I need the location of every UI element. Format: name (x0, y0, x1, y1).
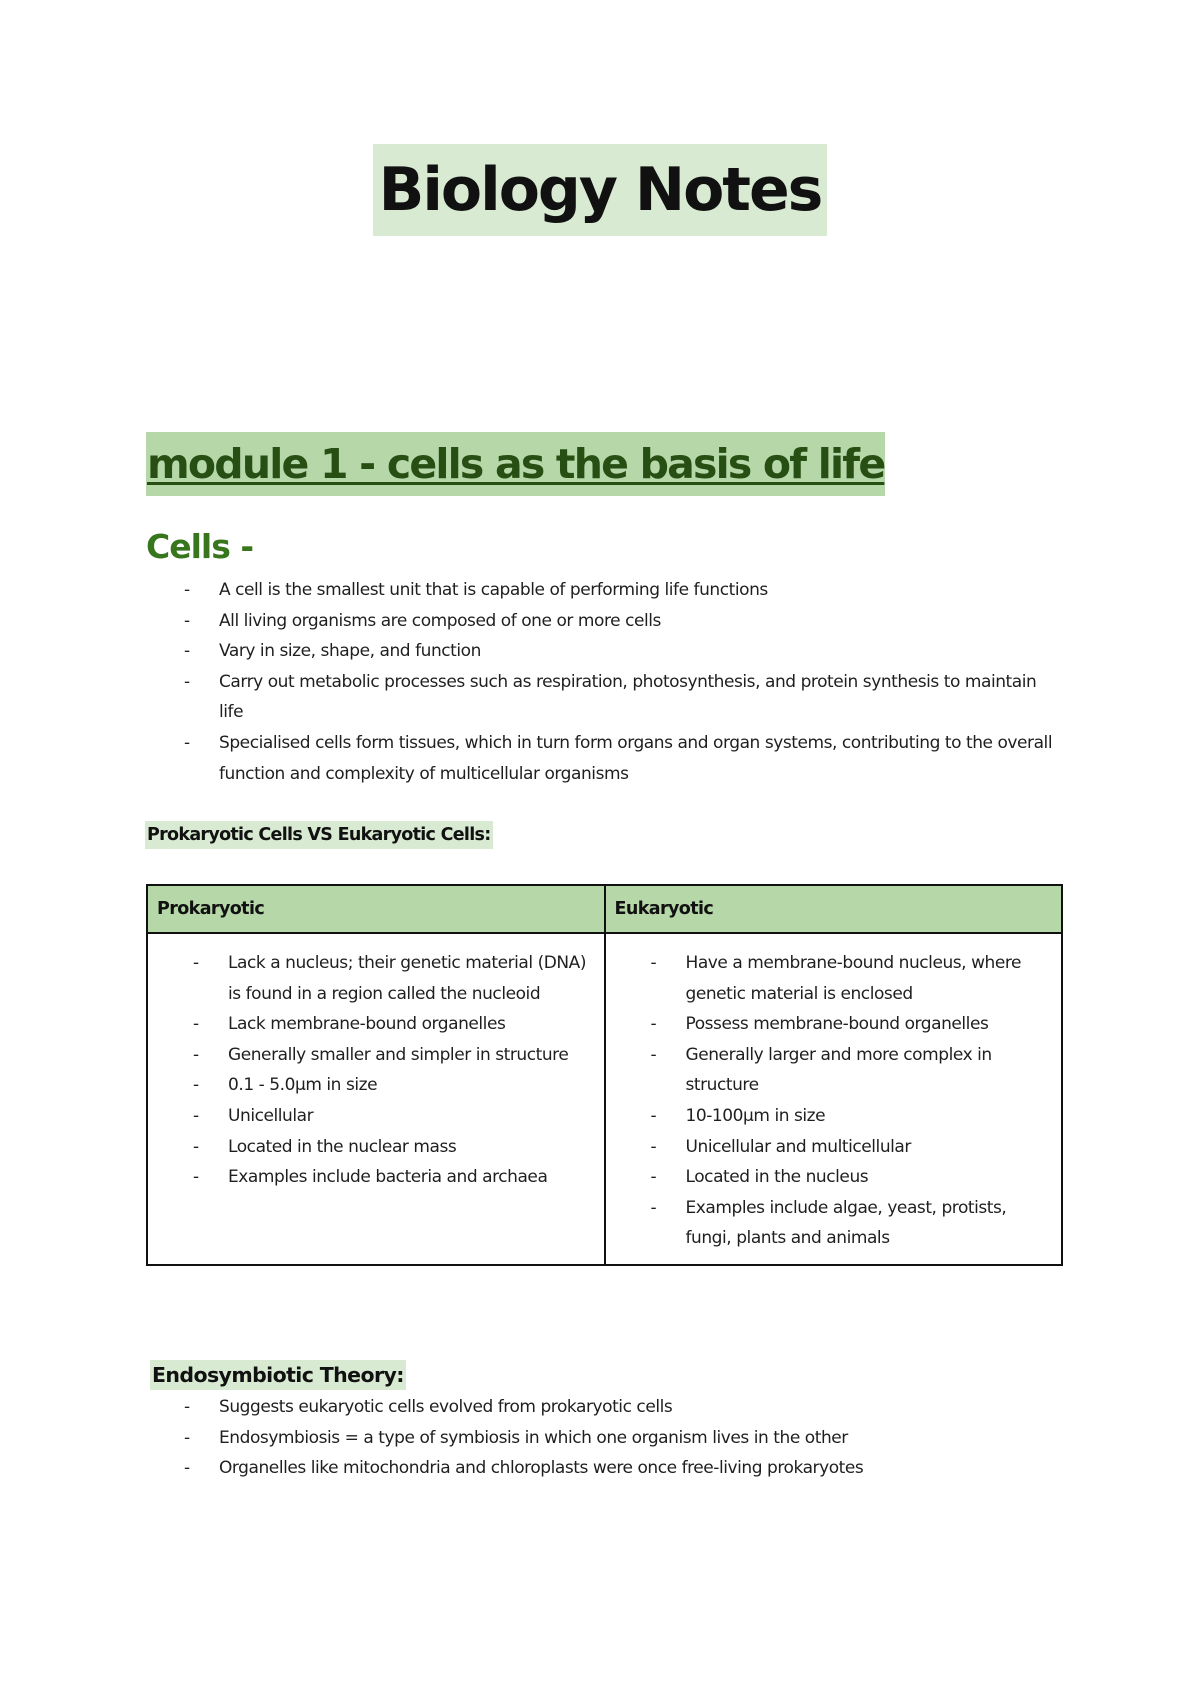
list-item-text: Generally larger and more complex in structure (685, 1044, 992, 1096)
bullet-dash: - (650, 1167, 657, 1188)
list-item-text: 0.1 - 5.0μm in size (228, 1075, 378, 1096)
list-item-text: Located in the nucleus (685, 1167, 869, 1188)
list-item-text: Unicellular and multicellular (685, 1136, 911, 1157)
list-item (651, 1193, 1054, 1254)
cells-heading: Cells - (146, 527, 254, 566)
list-item-text: Vary in size, shape, and function (219, 641, 481, 662)
list-item (184, 667, 1054, 728)
bullet-dash: - (193, 1105, 199, 1126)
bullet-dash: - (650, 953, 657, 973)
list-item (193, 1132, 596, 1163)
eukaryotic-cell (605, 933, 1063, 1265)
list-item (184, 1453, 1064, 1484)
prokaryotic-cell (147, 933, 605, 1265)
bullet-dash: - (193, 1075, 199, 1096)
table-header-row (147, 885, 1062, 933)
list-item (651, 1101, 1054, 1132)
list-item (193, 1162, 596, 1193)
bullet-dash: - (184, 610, 190, 631)
cells-bullet-list (184, 575, 1054, 789)
bullet-dash: - (184, 671, 190, 692)
list-item-text: Possess membrane-bound organelles (685, 1014, 989, 1035)
list-item-text: Unicellular (228, 1105, 314, 1126)
comparison-table (146, 884, 1063, 1266)
list-item (651, 1009, 1054, 1040)
list-item (651, 1040, 1054, 1101)
eukaryotic-bullet-list (651, 948, 1054, 1254)
bullet-dash: - (184, 1427, 190, 1448)
list-item-text: Examples include bacteria and archaea (228, 1167, 548, 1188)
bullet-dash: - (193, 1014, 199, 1035)
list-item-text: Lack a nucleus; their genetic material (DNA) is found in a region called the nucleoid (228, 953, 587, 1004)
bullet-dash: - (193, 1167, 199, 1188)
bullet-dash: - (650, 1136, 657, 1157)
bullet-dash: - (650, 1105, 657, 1126)
list-item-text: A cell is the smallest unit that is capable of performing life functions (219, 580, 768, 600)
list-item-text: All living organisms are composed of one or more cells (219, 610, 661, 631)
table-row (147, 933, 1062, 1265)
list-item (651, 1132, 1054, 1163)
list-item (184, 1392, 1064, 1423)
endosymbiotic-bullet-list (184, 1392, 1064, 1484)
list-item (651, 948, 1054, 1009)
column-header-eukaryotic: Eukaryotic (605, 885, 1063, 933)
bullet-dash: - (184, 641, 190, 662)
list-item (193, 1040, 596, 1071)
bullet-dash: - (650, 1197, 657, 1218)
bullet-dash: - (193, 1136, 199, 1157)
list-item-text: Carry out metabolic processes such as respiration, photosynthesis, and protein synthesis to maintain life (219, 671, 1037, 723)
list-item-text: Located in the nuclear mass (228, 1136, 457, 1157)
list-item-text: Specialised cells form tissues, which in turn form organs and organ systems, contributing to the overall function and complexity of multicellular organisms (219, 732, 1053, 784)
endosymbiotic-heading: Endosymbiotic Theory: (150, 1360, 406, 1390)
document-title: Biology Notes (373, 144, 828, 236)
list-item-text: Generally smaller and simpler in structure (228, 1044, 569, 1065)
bullet-dash: - (184, 1458, 190, 1479)
list-item (184, 606, 1054, 637)
list-item-text: Suggests eukaryotic cells evolved from prokaryotic cells (219, 1397, 673, 1417)
list-item (184, 636, 1054, 667)
list-item (184, 728, 1054, 789)
list-item-text: Endosymbiosis = a type of symbiosis in which one organism lives in the other (219, 1427, 848, 1448)
bullet-dash: - (650, 1014, 657, 1035)
list-item (193, 1070, 596, 1101)
prokaryotic-bullet-list (193, 948, 596, 1193)
bullet-dash: - (184, 1397, 190, 1417)
module-heading: module 1 - cells as the basis of life (146, 432, 885, 496)
bullet-dash: - (650, 1044, 657, 1065)
list-item (193, 948, 596, 1009)
bullet-dash: - (184, 580, 190, 600)
bullet-dash: - (193, 953, 199, 973)
bullet-dash: - (193, 1044, 199, 1065)
list-item (193, 1009, 596, 1040)
comparison-heading: Prokaryotic Cells VS Eukaryotic Cells: (145, 821, 493, 849)
title-wrapper (0, 144, 1200, 236)
list-item (184, 575, 1054, 606)
list-item (184, 1423, 1064, 1454)
list-item (651, 1162, 1054, 1193)
column-header-prokaryotic: Prokaryotic (147, 885, 605, 933)
bullet-dash: - (184, 732, 190, 753)
list-item-text: Organelles like mitochondria and chloroplasts were once free-living prokaryotes (219, 1458, 864, 1479)
list-item-text: Examples include algae, yeast, protists, fungi, plants and animals (685, 1197, 1007, 1249)
list-item-text: Have a membrane-bound nucleus, where genetic material is enclosed (685, 953, 1022, 1004)
list-item (193, 1101, 596, 1132)
list-item-text: Lack membrane-bound organelles (228, 1014, 506, 1035)
list-item-text: 10-100μm in size (685, 1105, 826, 1126)
